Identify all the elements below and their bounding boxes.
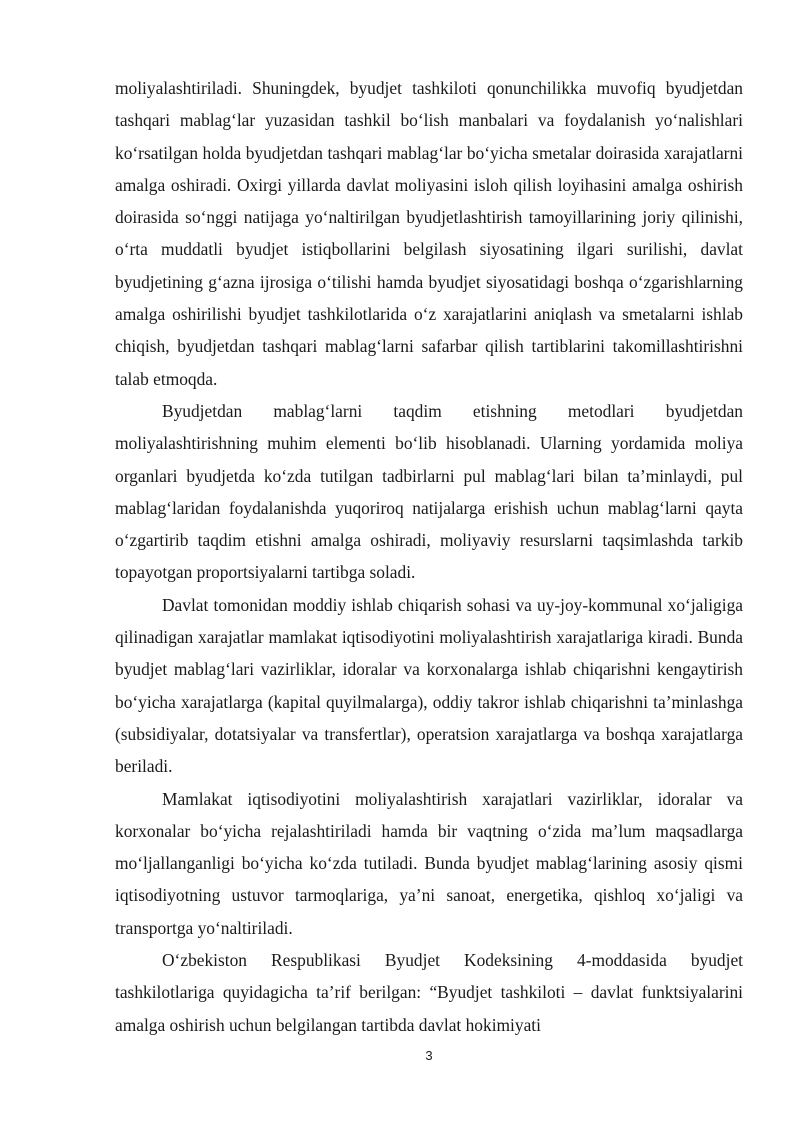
- document-page: [115, 72, 743, 1041]
- paragraph-budget-code: O‘zbekiston Respublikasi Byudjet Kodeksining 4-moddasida byudjet tashkilotlariga quyidagicha ta’rif berilgan: “Byudjet tashkiloti – davlat funktsiyalarini amalga oshirish uchun belgilangan tartibda davlat hokimiyati: [115, 950, 743, 1035]
- paragraph-funding-methods: Byudjetdan mablag‘larni taqdim etishning metodlari byudjetdan moliyalashtirishning muhim elementi bo‘lib hisoblanadi. Ularning yordamida moliya organlari byudjetda ko‘zda tutilgan tadbirlarni pul mablag‘lari bilan ta’minlaydi, pul mablag‘laridan foydalanishda yuqoriroq natijalarga erishish uchun mablag‘larni qayta o‘zgartirib taqdim etishni amalga oshiradi, moliyaviy resurslarni taqsimlashda tarkib topayotgan proportsiyalarni tartibga soladi.: [115, 400, 743, 583]
- paragraph-state-expenditures: Davlat tomonidan moddiy ishlab chiqarish sohasi va uy-joy-kommunal xo‘jaligiga qilinadigan xarajatlar mamlakat iqtisodiyotini moliyalashtirish xarajatlariga kiradi. Bunda byudjet mablag‘lari vazirliklar, idoralar va korxonalarga ishlab chiqarishni kengaytirish bo‘yicha xarajatlarga (kapital quyilmalarga), oddiy takror ishlab chiqarishni ta’minlashga (subsidiyalar, dotatsiyalar va transfertlar), operatsion xarajatlarga va boshqa xarajatlarga beriladi.: [115, 594, 743, 777]
- paragraph-continuation: moliyalashtiriladi. Shuningdek, byudjet tashkiloti qonunchilikka muvofiq byudjetdan tashqari mablag‘lar yuzasidan tashkil bo‘lish manbalari va foydalanish yo‘nalishlari ko‘rsatilgan holda byudjetdan tashqari mablag‘lar bo‘yicha smetalar doirasida xarajatlarni amalga oshiradi. Oxirgi yillarda davlat moliyasini isloh qilish loyihasini amalga oshirish doirasida so‘nggi natijaga yo‘naltirilgan byudjetlashtirish tamoyillarining joriy qilinishi, o‘rta muddatli byudjet istiqbollarini belgilash siyosatining ilgari surilishi, davlat byudjetining g‘azna ijrosiga o‘tilishi hamda byudjet siyosatidagi boshqa o‘zgarishlarning amalga oshirilishi byudjet tashkilotlarida o‘z xarajatlarini aniqlash va smetalarni ishlab chiqish, byudjetdan tashqari mablag‘larni safarbar qilish tartiblarini takomillashtirishni talab etmoqda.: [115, 78, 743, 389]
- paragraph-economy-financing: Mamlakat iqtisodiyotini moliyalashtirish xarajatlari vazirliklar, idoralar va korxonalar bo‘yicha rejalashtiriladi hamda bir vaqtning o‘zida ma’lum maqsadlarga mo‘ljallanganligi bo‘yicha ko‘zda tutiladi. Bunda byudjet mablag‘larining asosiy qismi iqtisodiyotning ustuvor tarmoqlariga, ya’ni sanoat, energetika, qishloq xo‘jaligi va transportga yo‘naltiriladi.: [115, 788, 743, 938]
- page-number: 3: [425, 1048, 433, 1063]
